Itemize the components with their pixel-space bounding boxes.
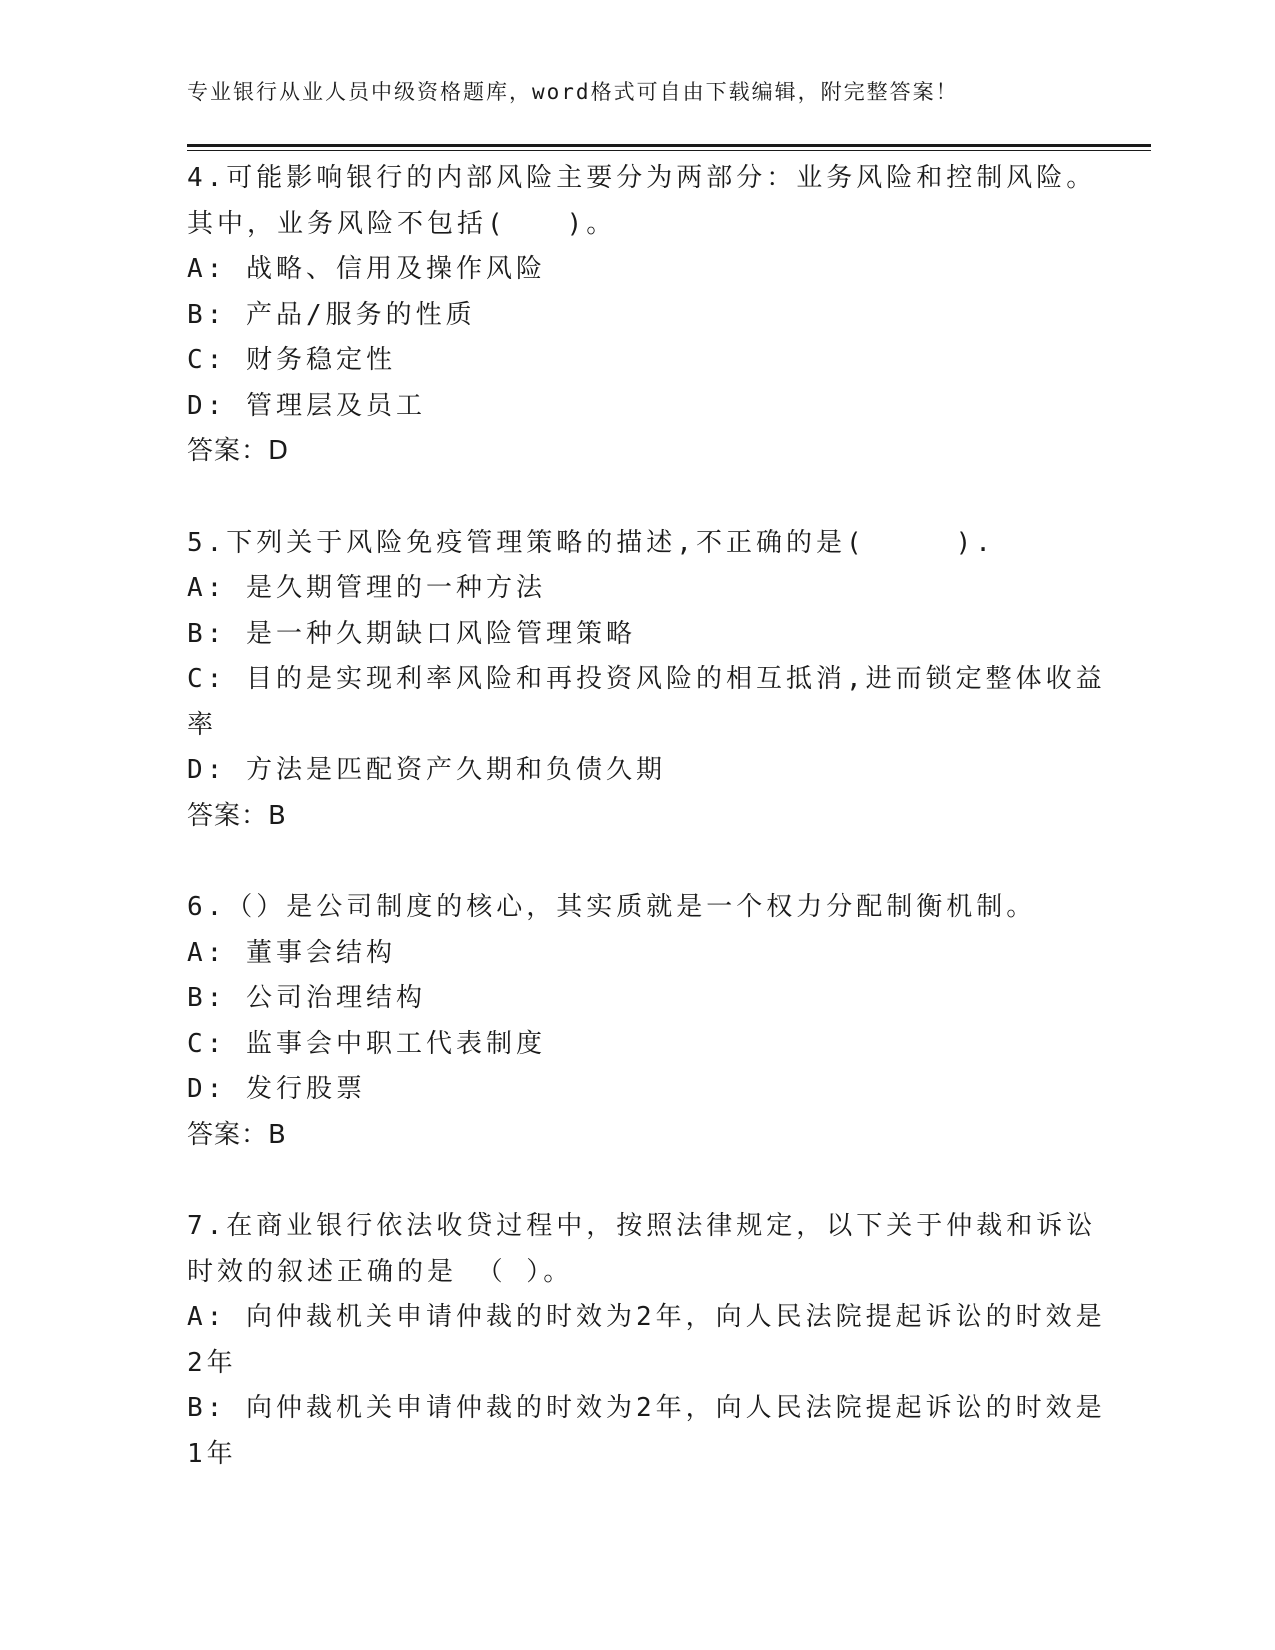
option-c-continuation: 率 (187, 709, 218, 740)
option-d: D: 方法是匹配资产久期和负债久期 (187, 755, 666, 785)
header-rule-thick (187, 144, 1151, 147)
question-6 (187, 885, 1087, 1158)
option-a-continuation: 2年 (187, 1347, 237, 1378)
option-c: C: 目的是实现利率风险和再投资风险的相互抵消,进而锁定整体收益 (187, 664, 1106, 694)
option-a: A: 是久期管理的一种方法 (187, 573, 546, 603)
question-7 (187, 1204, 1106, 1477)
question-stem-line: 5.下列关于风险免疫管理策略的描述,不正确的是( ). (187, 527, 995, 558)
option-b: B: 是一种久期缺口风险管理策略 (187, 618, 636, 649)
question-stem-line: 其中，业务风险不包括( )。 (187, 208, 617, 239)
option-c: C: 监事会中职工代表制度 (187, 1028, 546, 1059)
option-c: C: 财务稳定性 (187, 345, 396, 375)
option-b: B: 向仲裁机关申请仲裁的时效为2年，向人民法院提起诉讼的时效是 (187, 1393, 1106, 1423)
option-a: A: 董事会结构 (187, 937, 396, 968)
option-a: A: 战略、信用及操作风险 (187, 254, 546, 284)
question-stem-line: 6.（）是公司制度的核心，其实质就是一个权力分配制衡机制。 (187, 892, 1037, 922)
question-stem-line: 4.可能影响银行的内部风险主要分为两部分：业务风险和控制风险。 (187, 163, 1097, 193)
option-d: D: 管理层及员工 (187, 390, 426, 421)
header-rule-thin (187, 150, 1151, 151)
option-b: B: 公司治理结构 (187, 983, 426, 1013)
page-header: 专业银行从业人员中级资格题库，word格式可自由下载编辑，附完整答案！ (187, 80, 959, 104)
option-d: D: 发行股票 (187, 1074, 366, 1104)
question-5 (187, 521, 1106, 840)
answer-label: 答案：D (187, 436, 290, 466)
question-stem-line: 时效的叙述正确的是 （ ）。 (187, 1256, 574, 1287)
option-a: A: 向仲裁机关申请仲裁的时效为2年，向人民法院提起诉讼的时效是 (187, 1302, 1106, 1332)
answer-label: 答案：B (187, 800, 287, 831)
question-4 (187, 156, 1097, 475)
question-stem-line: 7.在商业银行依法收贷过程中，按照法律规定，以下关于仲裁和诉讼 (187, 1211, 1097, 1241)
question-list (187, 156, 1106, 1477)
option-b: B: 产品/服务的性质 (187, 299, 476, 330)
answer-label: 答案：B (187, 1119, 287, 1150)
option-b-continuation: 1年 (187, 1438, 237, 1469)
